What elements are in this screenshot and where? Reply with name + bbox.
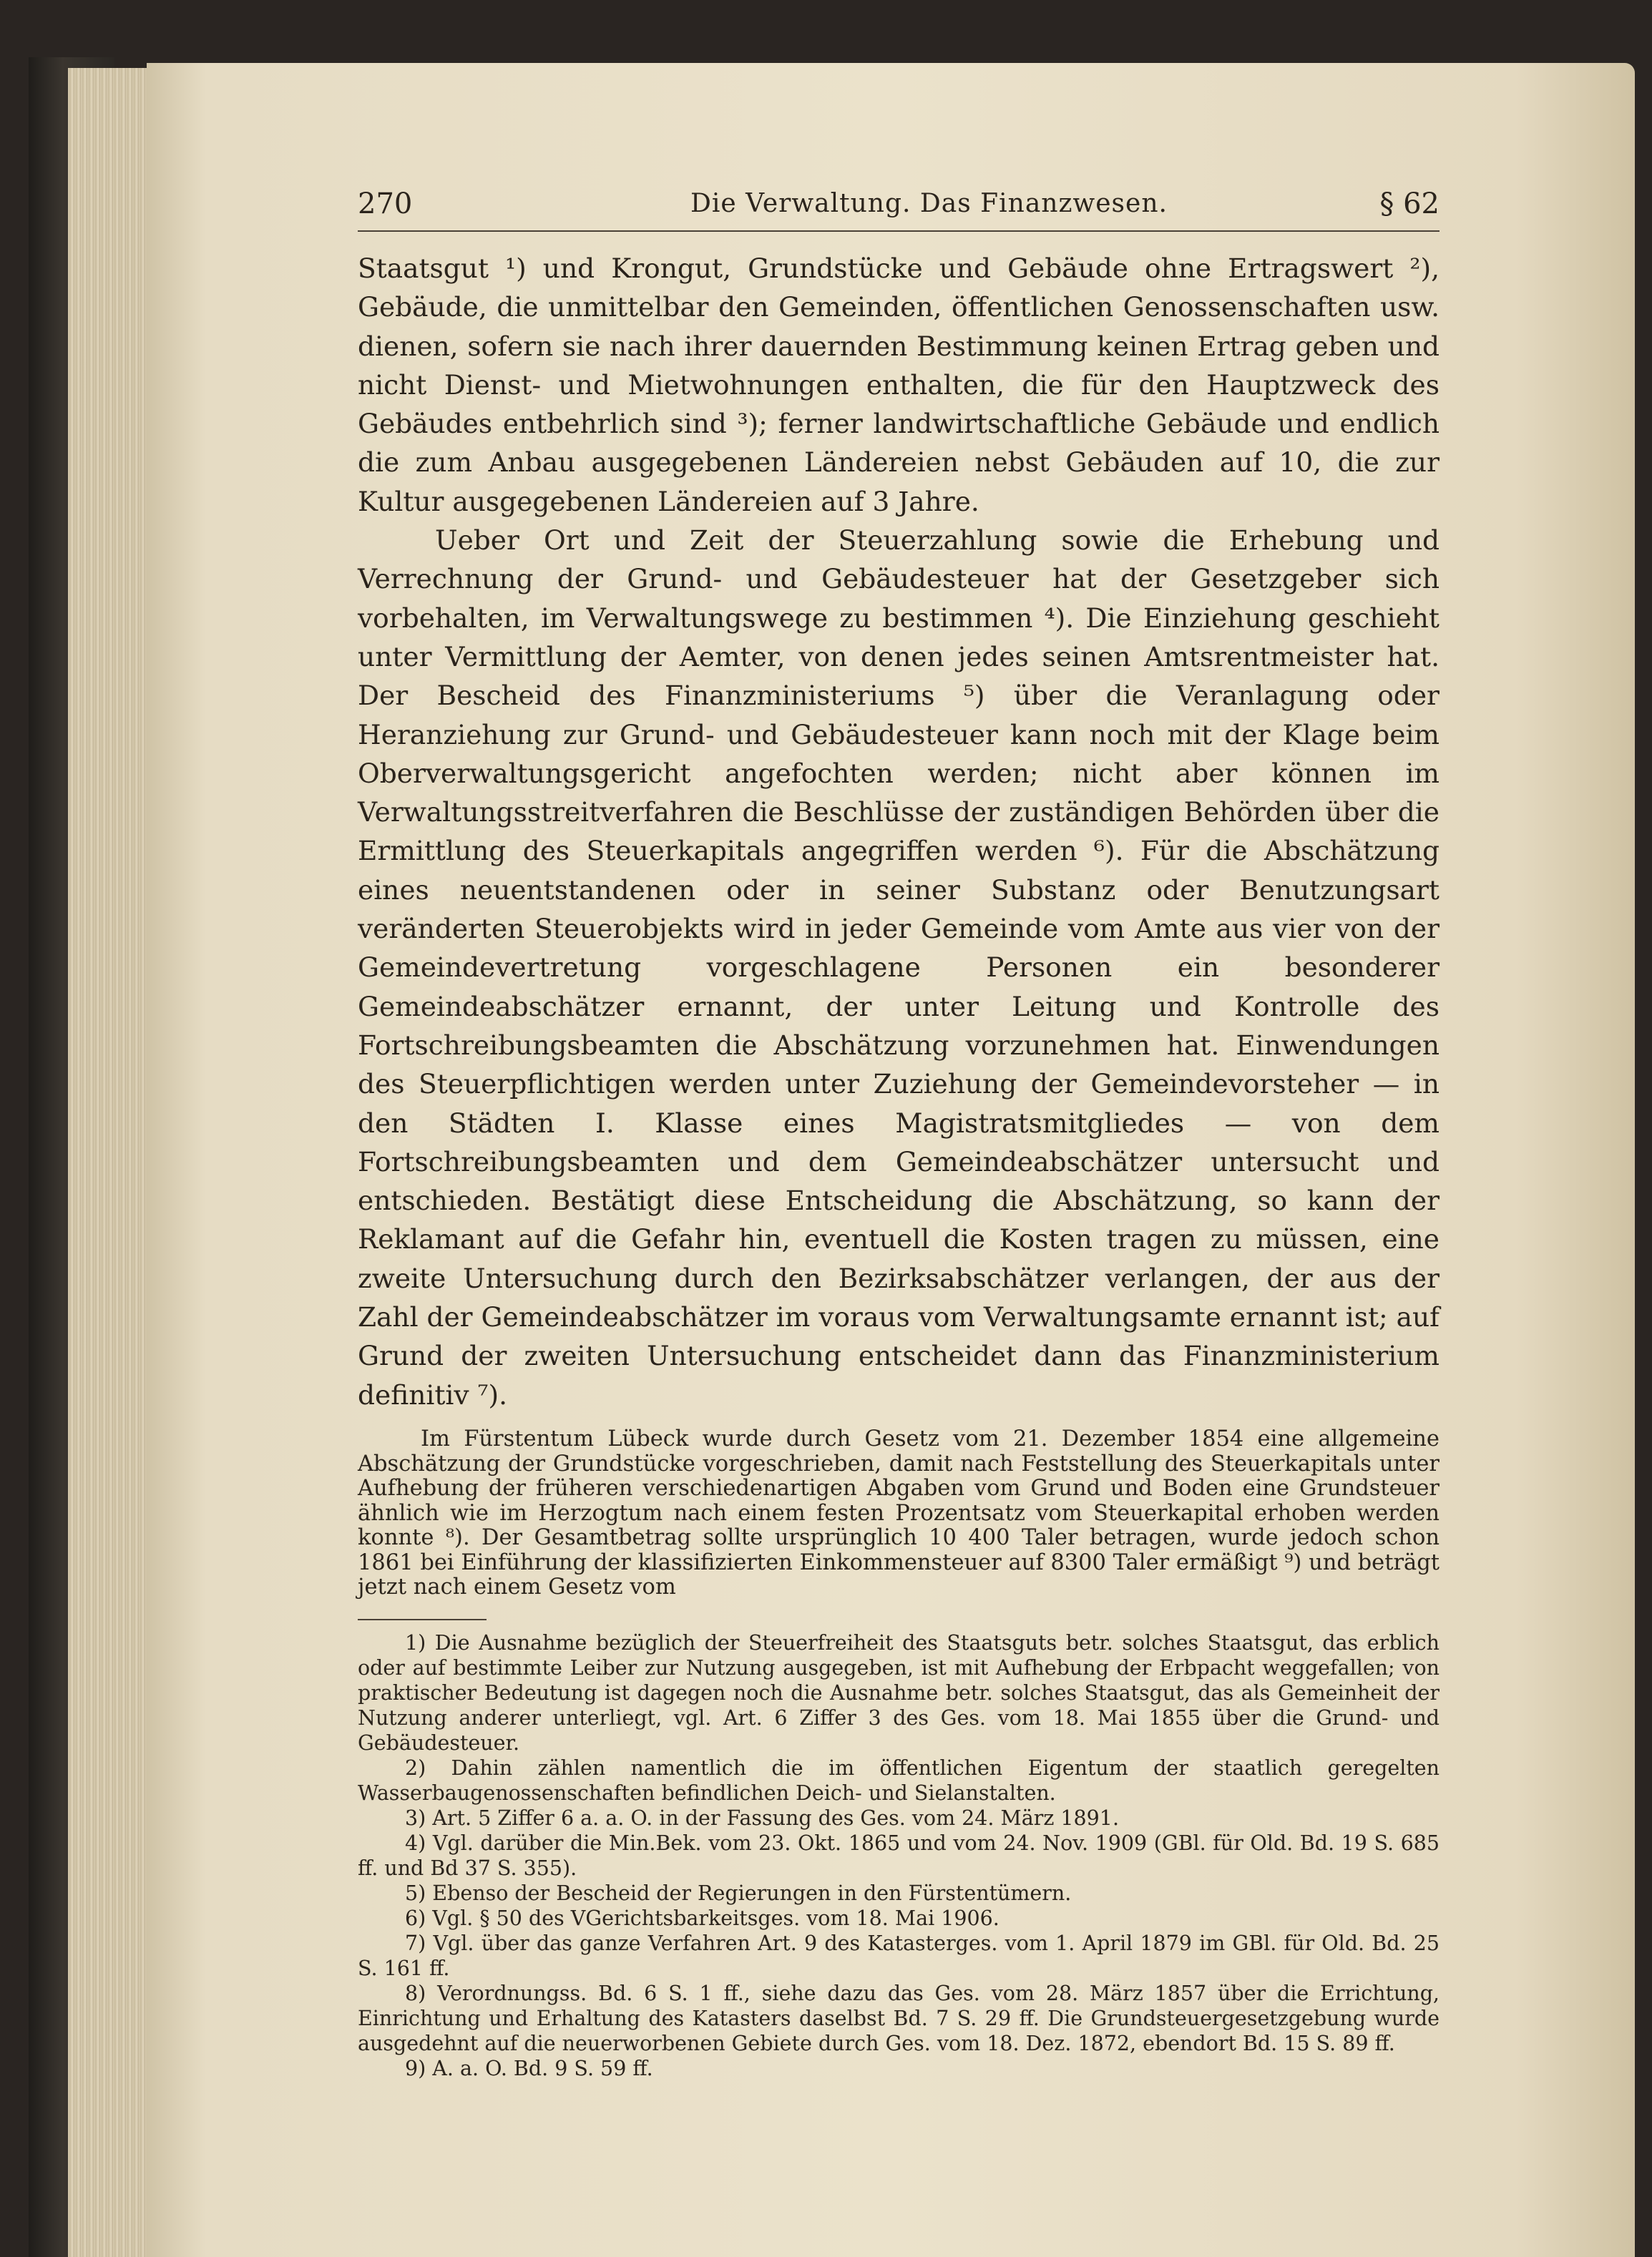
- running-title: Die Verwaltung. Das Finanzwesen.: [690, 189, 1168, 218]
- footnote: 5) Ebenso der Bescheid der Regierungen in den Fürstentümern.: [405, 1881, 1072, 1906]
- small-print-text: [358, 1427, 1440, 1600]
- page-body: [358, 249, 1440, 2081]
- footnote-rule: [358, 1619, 487, 1620]
- paragraph: Ueber Ort und Zeit der Steuerzahlung sowie die Erhebung und Verrechnung der Grund- und Gebäudesteuer hat der Gesetzgeber sich vorbehalten, im Verwaltungswege zu bestimmen ⁴). Die Einziehung geschieht unter Vermittlung der Aemter, von denen jedes seinen Amtsrentmeister hat. Der Bescheid des Finanzministeriums ⁵) über die Veranlagung oder Heranziehung zur Grund- und Gebäudesteuer kann noch mit der Klage beim Oberverwaltungsgericht angefochten werden; nicht aber können im Verwaltungsstreitverfahren die Beschlüsse der zuständigen Behörden über die Ermittlung des Steuerkapitals angegriffen werden ⁶). Für die Abschätzung eines neuentstandenen oder in seiner Substanz oder Benutzungsart veränderten Steuerobjekts wird in jeder Gemeinde vom Amte aus vier von der Gemeindevertretung vorgeschlagene Personen ein besonderer Gemeindeabschätzer ernannt, der unter Leitung und Kontrolle des Fortschreibungsbeamten die Abschätzung vorzunehmen hat. Einwendungen des Steuerpflichtigen werden unter Zuziehung der Gemeindevorsteher — in den Städten I. Klasse eines Magistratsmitgliedes — von dem Fortschreibungsbeamten und dem Gemeindeabschätzer untersucht und entschieden. Bestätigt diese Entscheidung die Abschätzung, so kann der Reklamant auf die Gefahr hin, eventuell die Kosten tragen zu müssen, eine zweite Untersuchung durch den Bezirksabschätzer verlangen, der aus der Zahl der Gemeindeabschätzer im voraus vom Verwaltungsamte ernannt ist; auf Grund der zweiten Untersuchung entscheidet dann das Finanzministerium definitiv ⁷).: [358, 524, 1440, 1411]
- footnote: 6) Vgl. § 50 des VGerichtsbarkeitsges. vom 18. Mai 1906.: [405, 1906, 999, 1931]
- footnote: 3) Art. 5 Ziffer 6 a. a. O. in der Fassung des Ges. vom 24. März 1891.: [405, 1806, 1120, 1831]
- footnote: 9) A. a. O. Bd. 9 S. 59 ff.: [405, 2057, 653, 2081]
- footnote: 2) Dahin zählen namentlich die im öffentlichen Eigentum der staatlich geregelten Wasserbaugenossenschaften befindlichen Deich- und Sielanstalten.: [358, 1756, 1440, 1806]
- footnote: 1) Die Ausnahme bezüglich der Steuerfreiheit des Staatsguts betr. solches Staatsgut, das erblich oder auf bestimmte Leiber zur Nutzung ausgegeben, ist mit Aufhebung der Erbpacht weggefallen; von praktischer Bedeutung ist dagegen noch die Ausnahme betr. solches Staatsgut, das als Gemeinheit der Nutzung anderer unterliegt, vgl. Art. 6 Ziffer 3 des Ges. vom 18. Mai 1855 über die Grund- und Gebäudesteuer.: [358, 1631, 1440, 1756]
- page-number: 270: [358, 187, 413, 220]
- paragraph: Staatsgut ¹) und Krongut, Grundstücke und Gebäude ohne Ertragswert ²), Gebäude, die unmittelbar den Gemeinden, öffentlichen Genossenschaften usw. dienen, sofern sie nach ihrer dauernden Bestimmung keinen Ertrag geben und nicht Dienst- und Mietwohnungen enthalten, die für den Hauptzweck des Gebäudes entbehrlich sind ³); ferner landwirtschaftliche Gebäude und endlich die zum Anbau ausgegebenen Ländereien nebst Gebäuden auf 10, die zur Kultur ausgegebenen Ländereien auf 3 Jahre.: [358, 253, 1440, 517]
- footnote: 7) Vgl. über das ganze Verfahren Art. 9 des Katasterges. vom 1. April 1879 im GBl. für Old. Bd. 25 S. 161 ff.: [358, 1932, 1440, 1981]
- small-paragraph: Im Fürstentum Lübeck wurde durch Gesetz vom 21. Dezember 1854 eine allgemeine Abschätzung der Grundstücke vorgeschrieben, damit nach Feststellung des Steuerkapitals unter Aufhebung der früheren verschiedenartigen Abgaben vom Grund und Boden eine Grundsteuer ähnlich wie im Herzogtum nach einem festen Prozentsatz vom Steuerkapital erhoben werden konnte ⁸). Der Gesamtbetrag sollte ursprünglich 10 400 Taler betragen, wurde jedoch schon 1861 bei Einführung der klassifizierten Einkommensteuer auf 8300 Taler ermäßigt ⁹) und beträgt jetzt nach einem Gesetz vom: [358, 1426, 1440, 1600]
- running-header: [358, 187, 1440, 232]
- footnote: 8) Verordnungss. Bd. 6 S. 1 ff., siehe dazu das Ges. vom 28. März 1857 über die Errichtung, Einrichtung und Erhaltung des Katasters daselbst Bd. 7 S. 29 ff. Die Grundsteuergesetzgebung wurde ausgedehnt auf die neuerworbenen Gebiete durch Ges. vom 18. Dez. 1872, ebendort Bd. 15 S. 89 ff.: [358, 1982, 1440, 2056]
- section-number: § 62: [1379, 187, 1440, 220]
- footnote: 4) Vgl. darüber die Min.Bek. vom 23. Okt. 1865 und vom 24. Nov. 1909 (GBl. für Old. Bd. 19 S. 685 ff. und Bd 37 S. 355).: [358, 1831, 1440, 1881]
- main-text: [358, 249, 1440, 1414]
- footnotes: [358, 1630, 1440, 2081]
